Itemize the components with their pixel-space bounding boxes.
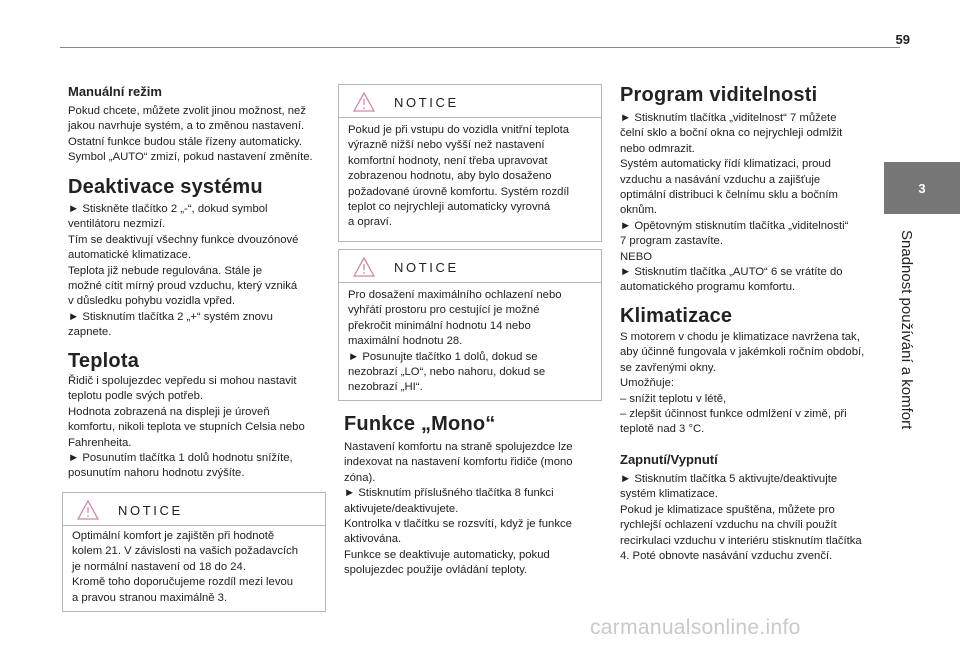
page-number: 59 xyxy=(895,32,910,47)
mono-heading: Funkce „Mono“ xyxy=(344,413,496,435)
chapter-tab[interactable]: 3 xyxy=(884,162,960,214)
air-conditioning-heading: Klimatizace xyxy=(620,305,733,327)
deactivation-text: ► Stiskněte tlačítko 2 „-“, dokud symbol ventilátoru nezmizí. Tím se deaktivují všechny funkce dvouzónové automatické klimatizace. Teplota již nebude regulována. Stále je možné cítit mírný proud vzduchu, který vzniká v důsledku pohybu vozidla vpřed. ► Stisknutím tlačítka 2 „+“ systém znovu zapnete. xyxy=(68,203,299,339)
notice-title: NOTICE xyxy=(394,95,459,110)
notice-box-max-cooling xyxy=(338,249,602,401)
notice-header xyxy=(63,493,325,526)
air-conditioning-text: S motorem v chodu je klimatizace navržena tak, aby účinně fungovala v jakémkoli ročním období, se zavřenými okny. Umožňuje: – snížit teplotu v létě, – zlepšit účinnost funkce odmlžení v zimě, při teplotě nad 3 °C. xyxy=(620,331,865,436)
watermark: carmanualsonline.info xyxy=(590,616,801,639)
manual-mode-heading: Manuální režim xyxy=(68,84,162,99)
warning-triangle-icon xyxy=(353,257,375,277)
visibility-heading: Program viditelnosti xyxy=(620,84,818,106)
notice-text: Pro dosažení maximálního ochlazení nebo vyhřátí prostoru pro cestující je možné překročit minimální hodnotu 14 nebo maximální hodnotu 28. ► Posunujte tlačítko 1 dolů, dokud se nezobrazí „LO“, nebo nahoru, dokud se nezobrazí „HI“. xyxy=(348,289,562,394)
deactivation-heading: Deaktivace systému xyxy=(68,176,263,198)
notice-box-interior-temp xyxy=(338,84,602,242)
notice-title: NOTICE xyxy=(118,503,183,518)
manual-mode-text: Pokud chcete, můžete zvolit jinou možnost, než jakou navrhuje systém, a to změnou nastavení. Ostatní funkce budou stále řízeny automaticky. Symbol „AUTO“ zmizí, pokud nastavení změníte. xyxy=(68,105,313,164)
mono-text: Nastavení komfortu na straně spolujezdce lze indexovat na nastavení komfortu řidiče (mono zóna). ► Stisknutím příslušného tlačítka 8 funkci aktivujete/deaktivujete. Kontrolka v tlačítku se rozsvítí, když je funkce aktivována. Funkce se deaktivuje automaticky, pokud spolujezdec použije ovládání teploty. xyxy=(344,441,573,577)
visibility-text: ► Stisknutím tlačítka „viditelnost“ 7 můžete čelní sklo a boční okna co nejrychleji odmlžit nebo odmrazit. Systém automaticky řídí klimatizaci, proud vzduchu a nasávání vzduchu a zajišťuje optimální distribuci k čelnímu sklu a bočním oknům. ► Opětovným stisknutím tlačítka „viditelnosti“ 7 program zastavíte. NEBO ► Stisknutím tlačítka „AUTO“ 6 se vrátíte do automatického programu komfortu. xyxy=(620,112,849,294)
warning-triangle-icon xyxy=(77,500,99,520)
notice-box-comfort xyxy=(62,492,326,612)
notice-title: NOTICE xyxy=(394,260,459,275)
temperature-text: Řidič i spolujezdec vepředu si mohou nastavit teplotu podle svých potřeb. Hodnota zobrazená na displeji je úroveň komfortu, nikoli teplota ve stupních Celsia nebo Fahrenheita. ► Posunutím tlačítka 1 dolů hodnotu snížíte, posunutím nahoru hodnotu zvýšíte. xyxy=(68,375,305,480)
on-off-heading: Zapnutí/Vypnutí xyxy=(620,452,718,467)
header-rule xyxy=(60,47,900,48)
chapter-title: Snadnost používání a komfort xyxy=(898,230,915,430)
notice-header xyxy=(339,250,601,283)
notice-header xyxy=(339,85,601,118)
notice-text: Pokud je při vstupu do vozidla vnitřní teplota výrazně nižší nebo vyšší než nastavení komfortní hodnoty, není třeba upravovat zobrazenou hodnotu, aby bylo dosaženo požadované úrovně komfortu. Systém rozdíl teplot co nejrychleji automaticky vyrovná a opraví. xyxy=(348,124,570,229)
on-off-text: ► Stisknutím tlačítka 5 aktivujte/deaktivujte systém klimatizace. Pokud je klimatizace spuštěna, můžete pro rychlejší ochlazení vzduchu na chvíli použít recirkulaci vzduchu v interiéru stisknutím tlačítka 4. Poté obnovte nasávání vzduchu zvenčí. xyxy=(620,473,862,563)
notice-text: Optimální komfort je zajištěn při hodnotě kolem 21. V závislosti na vašich požadavcích je normální nastavení od 18 do 24. Kromě toho doporučujeme rozdíl mezi levou a pravou stranou maximálně 3. xyxy=(72,530,299,604)
warning-triangle-icon xyxy=(353,92,375,112)
chapter-title-vertical xyxy=(895,230,917,430)
temperature-heading: Teplota xyxy=(68,350,140,372)
